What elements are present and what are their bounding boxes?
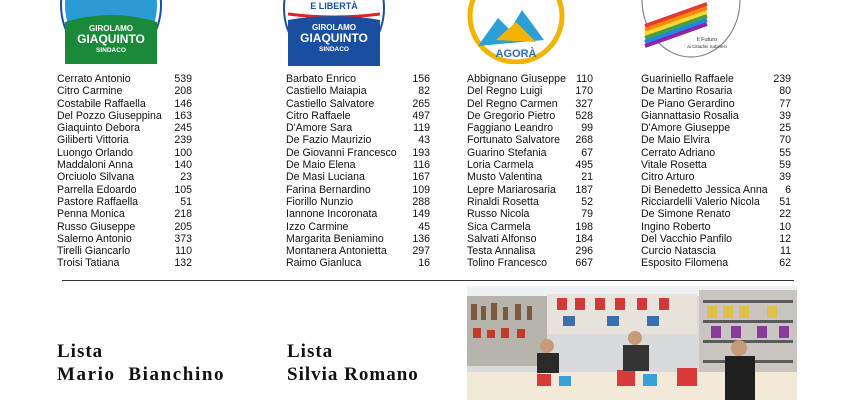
candidate-votes: 156 xyxy=(412,73,430,85)
candidate-name: D'Amore Sara xyxy=(286,122,353,135)
candidate-votes: 136 xyxy=(412,232,430,245)
candidate-votes: 198 xyxy=(575,220,593,233)
candidate-name: De Martino Rosaria xyxy=(641,85,733,98)
candidate-votes: 110 xyxy=(576,73,593,85)
candidate-votes: 51 xyxy=(180,195,192,208)
candidate-row xyxy=(467,171,593,183)
candidate-name: Parrella Edoardo xyxy=(57,183,137,196)
logo-list-4-emblem xyxy=(641,0,741,58)
candidate-name: Cerrato Antonio xyxy=(57,73,131,85)
candidate-votes: 16 xyxy=(418,257,430,270)
candidate-row xyxy=(467,196,593,208)
logo-list-1 xyxy=(60,0,162,64)
candidate-name: Russo Nicola xyxy=(467,208,530,221)
lista-label: Lista xyxy=(287,341,334,362)
candidate-name: Giannattasio Rosalia xyxy=(641,109,739,122)
candidate-votes: 116 xyxy=(413,159,430,172)
candidate-name: Lepre Mariarosaria xyxy=(467,183,556,196)
candidate-row xyxy=(57,73,192,85)
logo-2-line3: SINDACO xyxy=(319,46,349,53)
candidate-name: Troisi Tatiana xyxy=(57,257,120,270)
candidate-votes: 184 xyxy=(575,232,593,245)
candidate-name: Rinaldi Rosetta xyxy=(467,195,539,208)
candidate-name: Penna Monica xyxy=(57,208,125,221)
candidate-votes: 109 xyxy=(412,183,430,196)
candidate-row xyxy=(641,245,791,257)
candidate-votes: 495 xyxy=(575,159,593,172)
candidate-name: Musto Valentina xyxy=(467,171,543,184)
candidate-votes: 288 xyxy=(412,195,430,208)
candidate-name: Salerno Antonio xyxy=(57,232,132,245)
logo-list-3 xyxy=(466,0,566,64)
candidate-row xyxy=(57,233,192,245)
candidate-list-2 xyxy=(286,73,430,270)
candidate-name: Raimo Gianluca xyxy=(286,257,362,270)
candidate-name: De Fazio Maurizio xyxy=(286,134,372,147)
lista-bianchino xyxy=(57,340,225,386)
candidate-name: Izzo Carmine xyxy=(286,220,349,233)
candidate-name: De Giovanni Francesco xyxy=(286,146,397,159)
candidate-votes: 193 xyxy=(412,146,430,159)
candidate-votes: 67 xyxy=(581,146,593,159)
candidate-row xyxy=(467,110,593,122)
candidate-name: Tolino Francesco xyxy=(467,257,548,270)
candidate-name: De Piano Gerardino xyxy=(641,97,735,110)
candidate-votes: 373 xyxy=(174,232,192,245)
candidate-list-3 xyxy=(467,73,593,270)
candidate-row xyxy=(286,73,430,85)
candidate-votes: 327 xyxy=(575,97,593,110)
candidate-name: Farina Bernardino xyxy=(286,183,371,196)
candidate-name: Del Pozzo Giuseppina xyxy=(57,109,162,122)
candidate-votes: 167 xyxy=(412,171,430,184)
candidate-name: Citro Arturo xyxy=(641,171,695,184)
candidate-row xyxy=(286,257,430,269)
candidate-name: De Maio Elena xyxy=(286,159,356,172)
logo-list-3-emblem xyxy=(466,0,566,64)
candidate-row xyxy=(286,159,430,171)
candidate-name: Curcio Natascia xyxy=(641,245,716,258)
candidate-row xyxy=(467,233,593,245)
candidate-row xyxy=(57,159,192,171)
logo-3-name: AGORÀ xyxy=(495,48,537,60)
candidate-name: Ricciardelli Valerio Nicola xyxy=(641,195,760,208)
candidate-row xyxy=(286,208,430,220)
candidate-name: Guarino Stefania xyxy=(467,146,547,159)
candidate-votes: 21 xyxy=(581,171,593,184)
candidate-name: Giaquinto Debora xyxy=(57,122,141,135)
candidate-row xyxy=(467,122,593,134)
candidate-votes: 208 xyxy=(174,85,192,98)
candidate-row xyxy=(286,245,430,257)
lista-romano xyxy=(287,340,419,386)
candidate-votes: 22 xyxy=(779,208,791,221)
candidate-votes: 105 xyxy=(174,183,192,196)
candidate-row xyxy=(641,85,791,97)
candidate-votes: 539 xyxy=(174,73,192,85)
candidate-name: Cerrato Adriano xyxy=(641,146,716,159)
candidate-row xyxy=(467,134,593,146)
candidate-name: Montanera Antonietta xyxy=(286,245,387,258)
candidate-row xyxy=(467,159,593,171)
candidate-name: Citro Raffaele xyxy=(286,109,351,122)
candidate-votes: 59 xyxy=(779,159,791,172)
logo-1-line2: GIAQUINTO xyxy=(77,32,145,46)
candidate-votes: 239 xyxy=(174,134,192,147)
candidate-row xyxy=(467,208,593,220)
candidate-row xyxy=(286,98,430,110)
candidate-name: Tirelli Giancarlo xyxy=(57,245,131,258)
candidate-row xyxy=(467,245,593,257)
candidate-votes: 45 xyxy=(418,220,430,233)
candidate-row xyxy=(641,171,791,183)
candidate-votes: 82 xyxy=(418,85,430,98)
candidate-votes: 79 xyxy=(581,208,593,221)
candidate-name: Fiorillo Nunzio xyxy=(286,195,354,208)
candidate-row xyxy=(286,134,430,146)
candidate-votes: 43 xyxy=(418,134,430,147)
candidate-name: Di Benedetto Jessica Anna xyxy=(641,183,768,196)
candidate-row xyxy=(467,184,593,196)
candidate-votes: 132 xyxy=(174,257,192,270)
candidate-row xyxy=(57,122,192,134)
candidate-votes: 99 xyxy=(581,122,593,135)
logo-2-top: E LIBERTÀ xyxy=(310,1,358,11)
candidate-votes: 10 xyxy=(779,220,791,233)
candidate-votes: 12 xyxy=(779,232,791,245)
candidate-row xyxy=(641,257,791,269)
candidate-row xyxy=(57,208,192,220)
candidate-name: Costabile Raffaella xyxy=(57,97,146,110)
candidate-votes: 11 xyxy=(780,245,791,258)
candidate-name: Barbato Enrico xyxy=(286,73,357,85)
candidate-row xyxy=(286,122,430,134)
candidate-row xyxy=(467,98,593,110)
candidate-row xyxy=(641,159,791,171)
candidate-row xyxy=(641,184,791,196)
candidate-row xyxy=(57,196,192,208)
lista-name: Mario Bianchino xyxy=(57,364,226,385)
candidate-votes: 119 xyxy=(413,122,430,135)
lista-name: Silvia Romano xyxy=(287,364,419,385)
candidate-votes: 297 xyxy=(412,245,430,258)
logo-list-2-emblem xyxy=(283,0,385,66)
candidate-row xyxy=(467,85,593,97)
candidate-name: Orciuolo Silvana xyxy=(57,171,135,184)
candidate-votes: 187 xyxy=(575,183,593,196)
candidate-row xyxy=(641,196,791,208)
candidate-name: De Simone Renato xyxy=(641,208,731,221)
candidate-name: Del Regno Luigi xyxy=(467,85,543,98)
candidate-row xyxy=(286,233,430,245)
candidate-row xyxy=(57,184,192,196)
candidate-votes: 140 xyxy=(174,159,192,172)
candidate-name: Castiello Salvatore xyxy=(286,97,375,110)
candidate-votes: 205 xyxy=(174,220,192,233)
section-divider xyxy=(62,280,794,281)
candidate-row xyxy=(641,233,791,245)
logo-1-line1: GIROLAMO xyxy=(89,24,133,33)
candidate-list-4 xyxy=(641,73,791,270)
candidate-row xyxy=(286,85,430,97)
candidate-votes: 149 xyxy=(412,208,430,221)
candidate-name: Faggiano Leandro xyxy=(467,122,553,135)
candidate-row xyxy=(286,171,430,183)
candidate-votes: 51 xyxy=(779,195,791,208)
candidate-name: Russo Giuseppe xyxy=(57,220,136,233)
candidate-name: Abbignano Giuseppe xyxy=(467,73,566,85)
candidate-name: Sica Carmela xyxy=(467,220,531,233)
candidate-votes: 296 xyxy=(575,245,593,258)
candidate-row xyxy=(641,208,791,220)
candidate-votes: 497 xyxy=(412,109,430,122)
candidate-name: D'Amore Giuseppe xyxy=(641,122,731,135)
candidate-name: De Masi Luciana xyxy=(286,171,365,184)
candidate-row xyxy=(641,98,791,110)
candidate-name: De Gregorio Pietro xyxy=(467,109,556,122)
candidate-votes: 218 xyxy=(174,208,192,221)
candidate-row xyxy=(467,257,593,269)
candidate-name: Iannone Incoronata xyxy=(286,208,378,221)
candidate-votes: 268 xyxy=(575,134,593,147)
logo-4-line2: ai Cittadini Sabinesi xyxy=(687,44,727,49)
candidate-row xyxy=(467,73,593,85)
candidate-name: Esposito Filomena xyxy=(641,257,729,270)
logo-list-2 xyxy=(283,0,385,66)
logo-list-4 xyxy=(641,0,741,58)
candidate-row xyxy=(57,134,192,146)
candidate-votes: 163 xyxy=(174,109,192,122)
candidate-votes: 170 xyxy=(575,85,593,98)
candidate-name: Citro Carmine xyxy=(57,85,123,98)
candidate-row xyxy=(641,110,791,122)
candidate-row xyxy=(57,85,192,97)
candidate-votes: 667 xyxy=(575,257,593,270)
candidate-row xyxy=(467,147,593,159)
candidate-row xyxy=(57,147,192,159)
candidate-votes: 39 xyxy=(779,171,791,184)
candidate-votes: 6 xyxy=(785,183,791,196)
candidate-votes: 52 xyxy=(581,195,593,208)
candidate-votes: 55 xyxy=(779,146,791,159)
candidate-votes: 239 xyxy=(773,73,791,85)
logo-4-line1: Il Futuro xyxy=(696,37,718,43)
candidate-row xyxy=(57,221,192,233)
logo-2-line2: GIAQUINTO xyxy=(300,31,368,45)
lista-label: Lista xyxy=(57,341,104,362)
candidate-row xyxy=(57,110,192,122)
candidate-row xyxy=(286,147,430,159)
candidate-name: Testa Annalisa xyxy=(467,245,536,258)
shop-photo xyxy=(467,286,797,400)
candidate-name: Luongo Orlando xyxy=(57,146,133,159)
candidate-name: Del Vacchio Panfilo xyxy=(641,232,733,245)
candidate-name: Pastore Raffaella xyxy=(57,195,139,208)
candidate-votes: 70 xyxy=(779,134,791,147)
candidate-votes: 77 xyxy=(779,97,791,110)
candidate-row xyxy=(467,221,593,233)
candidate-name: De Maio Elvira xyxy=(641,134,710,147)
candidate-row xyxy=(57,171,192,183)
candidate-votes: 100 xyxy=(174,146,192,159)
candidate-row xyxy=(641,221,791,233)
candidate-name: Ingino Roberto xyxy=(641,220,711,233)
logo-list-1-emblem xyxy=(60,0,162,64)
candidate-votes: 245 xyxy=(174,122,192,135)
candidate-name: Vitale Rosetta xyxy=(641,159,707,172)
candidate-votes: 39 xyxy=(779,109,791,122)
candidate-name: Fortunato Salvatore xyxy=(467,134,561,147)
candidate-row xyxy=(641,73,791,85)
candidate-row xyxy=(641,122,791,134)
candidate-name: Giliberti Vittoria xyxy=(57,134,129,147)
candidate-row xyxy=(641,147,791,159)
candidate-votes: 528 xyxy=(575,109,593,122)
candidate-votes: 80 xyxy=(779,85,791,98)
candidate-row xyxy=(57,245,192,257)
candidate-name: Maddaloni Anna xyxy=(57,159,133,172)
candidate-row xyxy=(286,184,430,196)
candidate-list-1 xyxy=(57,73,192,270)
candidate-votes: 265 xyxy=(412,97,430,110)
candidate-name: Guariniello Raffaele xyxy=(641,73,734,85)
candidate-votes: 146 xyxy=(174,97,192,110)
candidate-name: Loria Carmela xyxy=(467,159,534,172)
candidate-row xyxy=(57,98,192,110)
candidate-name: Castiello Maiapia xyxy=(286,85,367,98)
candidate-row xyxy=(286,196,430,208)
candidate-name: Del Regno Carmen xyxy=(467,97,558,110)
candidate-row xyxy=(641,134,791,146)
candidate-name: Salvati Alfonso xyxy=(467,232,537,245)
candidate-row xyxy=(57,257,192,269)
candidate-votes: 23 xyxy=(180,171,192,184)
candidate-votes: 110 xyxy=(175,245,192,258)
logo-2-line1: GIROLAMO xyxy=(312,23,356,32)
candidate-name: Margarita Beniamino xyxy=(286,232,384,245)
candidate-row xyxy=(286,221,430,233)
candidate-votes: 25 xyxy=(779,122,791,135)
candidate-votes: 62 xyxy=(779,257,791,270)
candidate-row xyxy=(286,110,430,122)
logo-1-line3: SINDACO xyxy=(96,47,126,54)
